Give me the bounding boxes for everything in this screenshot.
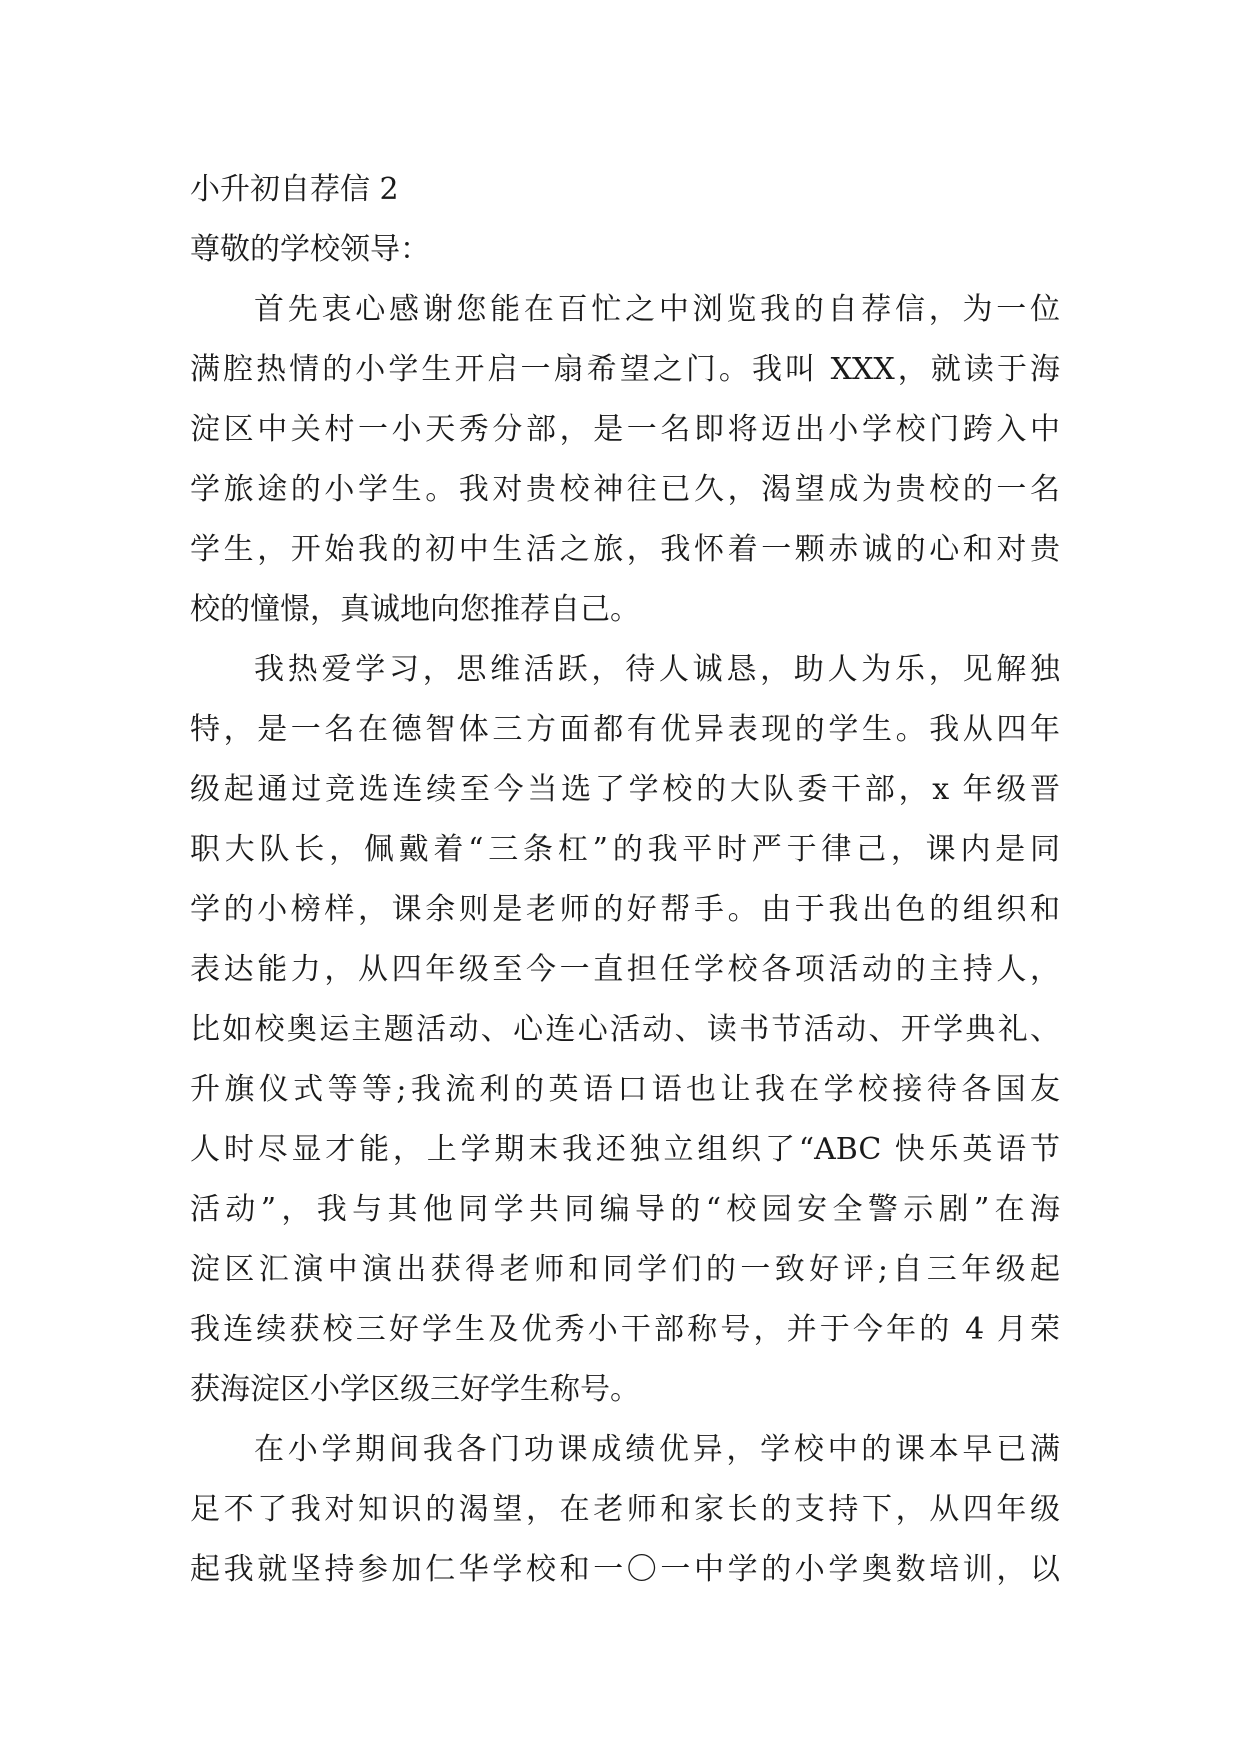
paragraph-line: 我连续获校三好学生及优秀小干部称号，并于今年的 4 月荣	[190, 1312, 1060, 1347]
paragraph-line: 足不了我对知识的渴望，在老师和家长的支持下，从四年级	[190, 1492, 1060, 1527]
paragraph-line: 表达能力，从四年级至今一直担任学校各项活动的主持人，	[190, 952, 1060, 987]
paragraph-line: 升旗仪式等等;我流利的英语口语也让我在学校接待各国友	[190, 1072, 1060, 1107]
paragraph-line: 比如校奥运主题活动、心连心活动、读书节活动、开学典礼、	[190, 1012, 1060, 1047]
paragraph-line: 校的憧憬，真诚地向您推荐自己。	[190, 592, 640, 627]
paragraph-line: 活动”，我与其他同学共同编导的“校园安全警示剧”在海	[190, 1192, 1060, 1227]
paragraph-line: 学的小榜样，课余则是老师的好帮手。由于我出色的组织和	[190, 892, 1060, 927]
paragraph-line: 在小学期间我各门功课成绩优异，学校中的课本早已满	[254, 1432, 1060, 1467]
paragraph-1	[190, 280, 1060, 640]
paragraph-line: 学生，开始我的初中生活之旅，我怀着一颗赤诚的心和对贵	[190, 532, 1060, 567]
paragraph-line: 获海淀区小学区级三好学生称号。	[190, 1372, 640, 1407]
document-page	[190, 160, 1060, 1600]
paragraph-3	[190, 1420, 1060, 1600]
paragraph-line: 满腔热情的小学生开启一扇希望之门。我叫 XXX，就读于海	[190, 352, 1060, 387]
paragraph-line: 淀区中关村一小天秀分部，是一名即将迈出小学校门跨入中	[190, 412, 1060, 447]
paragraph-line: 起我就坚持参加仁华学校和一〇一中学的小学奥数培训，以	[190, 1552, 1060, 1587]
paragraph-line: 职大队长，佩戴着“三条杠”的我平时严于律己，课内是同	[190, 832, 1060, 867]
paragraph-line: 首先衷心感谢您能在百忙之中浏览我的自荐信，为一位	[254, 292, 1060, 327]
paragraph-line: 学旅途的小学生。我对贵校神往已久，渴望成为贵校的一名	[190, 472, 1060, 507]
paragraph-line: 淀区汇演中演出获得老师和同学们的一致好评;自三年级起	[190, 1252, 1060, 1287]
paragraph-line: 级起通过竞选连续至今当选了学校的大队委干部，x 年级晋	[190, 772, 1060, 807]
salutation: 尊敬的学校领导：	[190, 232, 430, 267]
paragraph-line: 我热爱学习，思维活跃，待人诚恳，助人为乐，见解独	[254, 652, 1060, 687]
paragraph-line: 特，是一名在德智体三方面都有优异表现的学生。我从四年	[190, 712, 1060, 747]
paragraph-line: 人时尽显才能，上学期末我还独立组织了“ABC 快乐英语节	[190, 1132, 1060, 1167]
paragraph-2	[190, 640, 1060, 1420]
document-title: 小升初自荐信 2	[190, 172, 399, 207]
